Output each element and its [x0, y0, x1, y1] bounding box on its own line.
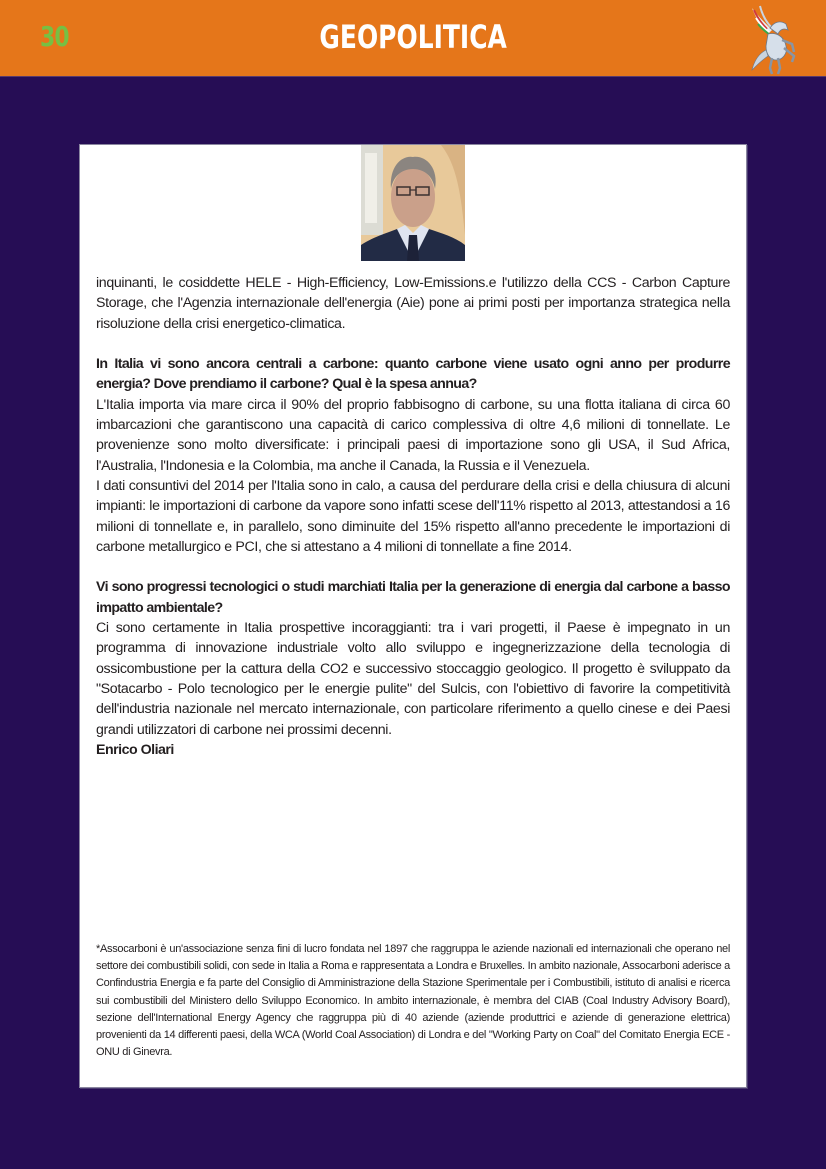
page-header	[0, 0, 826, 77]
author-name: Enrico Oliari	[96, 741, 174, 758]
author-portrait	[361, 145, 465, 261]
paragraph: I dati consuntivi del 2014 per l'Italia sono in calo, a causa del perdurare della crisi e della chiusura di alcuni impianti: le importazioni di carbone da vapore sono infatti scese dell'11% rispetto al 2013, attestandosi a 16 milioni di tonnellate e, in parallelo, sono diminuite del 15% rispetto all'anno precedente le importazioni di carbone metallurgico e PCI, che si attestano a 4 milioni di tonnellate a fine 2014.	[96, 477, 730, 555]
paragraph: inquinanti, le cosiddette HELE - High-Efficiency, Low-Emissions.e l'utilizzo della CCS - Carbon Capture Storage, che l'Agenzia internazionale dell'energia (Aie) pone ai primi posti per importanza strategica nella risoluzione della crisi energetico-climatica.	[96, 275, 730, 332]
interview-question: Vi sono progressi tecnologici o studi marchiati Italia per la generazione di energia dal carbone a basso impatto ambientale?	[96, 579, 730, 616]
section-title	[0, 18, 826, 56]
article-body	[96, 273, 730, 760]
paragraph: L'Italia importa via mare circa il 90% del proprio fabbisogno di carbone, su una flotta italiana di circa 60 imbarcazioni che garantiscono una capacità di carico complessiva di oltre 4,6 milioni di tonnellate. Le provenienze sono molto diversificate: i principali paesi di importazione sono gli USA, il Sud Africa, l'Australia, l'Indonesia e la Colombia, ma anche il Canada, la Russia e il Venezuela.	[96, 396, 730, 474]
paragraph: Ci sono certamente in Italia prospettive incoraggianti: tra i vari progetti, il Paese è impegnato in un programma di innovazione industriale volto allo sviluppo e ingegnerizzazione della tecnologia di ossicombustione per la cattura della CO2 e successivo stoccaggio geologico. Il progetto è sviluppato da "Sotacarbo - Polo tecnologico per le energie pulite" del Sulcis, con l'obiettivo di favorire la competitività dell'industria nazionale nel mercato internazionale, con particolare riferimento a quello cinese e dei Paesi grandi utilizzatori di carbone nei prossimi decenni.	[96, 620, 730, 738]
interview-question: In Italia vi sono ancora centrali a carbone: quanto carbone viene usato ogni anno per produrre energia? Dove prendiamo il carbone? Qual è la spesa annua?	[96, 356, 730, 393]
pegasus-logo-icon	[742, 4, 802, 76]
section-title-text: GEOPOLITICA	[319, 18, 507, 56]
footnote: *Assocarboni è un'associazione senza fini di lucro fondata nel 1897 che raggruppa le aziende nazionali ed internazionali che operano nel settore dei combustibili solidi, con sede in Italia a Roma e rappresentata a Londra e Bruxelles. In ambito nazionale, Assocarboni aderisce a Confindustria Energia e fa parte del Consiglio di Amministrazione della Stazione Sperimentale per i Combustibili, istituto di analisi e ricerca sui combustibili del Ministero dello Sviluppo Economico. In ambito internazionale, è membra del CIAB (Coal Industry Advisory Board), sezione dell'International Energy Agency che raggruppa più di 40 aziende (aziende produttrici e aziende di generazione elettrica) provenienti da 14 differenti paesi, della WCA (World Coal Association) di Londra e del "Working Party on Coal" del Comitato Energia ECE - ONU di Ginevra.	[96, 943, 730, 1059]
page-number: 30	[40, 20, 69, 53]
article-card	[79, 144, 747, 1088]
